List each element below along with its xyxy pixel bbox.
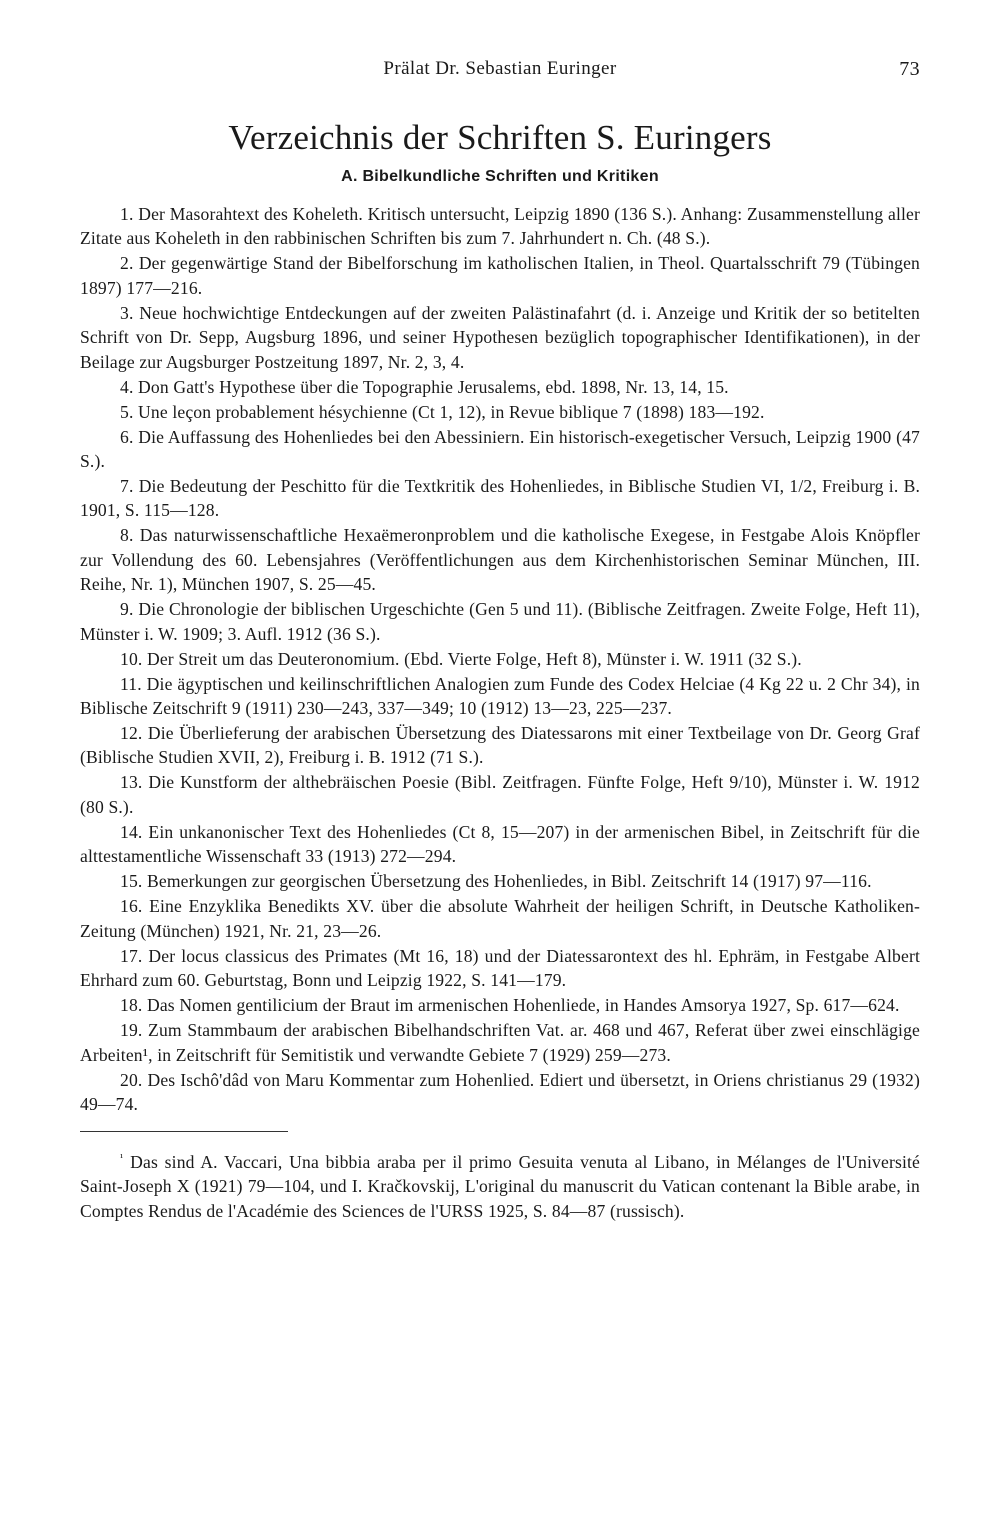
bibliography-entry-8: 8. Das naturwissenschaftliche Hexaëmeronproblem und die katholische Exegese, in Festgabe Alois Knöpfler zur Vollendung des 60. Lebensjahres (Veröffentlichungen aus dem Kirchenhistorischen Seminar München, III. Reihe, Nr. 1), München 1907, S. 25—45. (80, 525, 920, 595)
bibliography-entry-16: 16. Eine Enzyklika Benedikts XV. über die absolute Wahrheit der heiligen Schrift, in Deutsche Katholiken-Zeitung (München) 1921, Nr. 21, 23—26. (80, 896, 920, 941)
bibliography-entry-7: 7. Die Bedeutung der Peschitto für die Textkritik des Hohenliedes, in Biblische Studien VI, 1/2, Freiburg i. B. 1901, S. 115—128. (80, 476, 920, 521)
document-page (80, 58, 920, 1241)
bibliography-entry-13: 13. Die Kunstform der althebräischen Poesie (Bibl. Zeitfragen. Fünfte Folge, Heft 9/10), Münster i. W. 1912 (80 S.). (80, 772, 920, 817)
bibliography-entry-4: 4. Don Gatt's Hypothese über die Topographie Jerusalems, ebd. 1898, Nr. 13, 14, 15. (120, 376, 729, 397)
bibliography-entry-10: 10. Der Streit um das Deuteronomium. (Ebd. Vierte Folge, Heft 8), Münster i. W. 1911 (32 S.). (120, 648, 802, 669)
bibliography-entry-17: 17. Der locus classicus des Primates (Mt 16, 18) und der Diatessarontext des hl. Ephräm, in Festgabe Albert Ehrhard zum 60. Geburtstag, Bonn und Leipzig 1922, S. 141—179. (80, 945, 920, 991)
running-head (80, 58, 920, 92)
bibliography-entry-18: 18. Das Nomen gentilicium der Braut im armenischen Hohenliede, in Handes Amsorya 1927, Sp. 617—624. (120, 995, 900, 1016)
page-title: Verzeichnis der Schriften S. Euringers (228, 118, 772, 157)
footnote-marker: ¹ (120, 1152, 124, 1165)
bibliography-entry-6: 6. Die Auffassung des Hohenliedes bei den Abessiniern. Ein historisch-exegetischer Versuch, Leipzig 1900 (47 S.). (80, 426, 920, 472)
bibliography-entry-20: 20. Des Ischô'dâd von Maru Kommentar zum Hohenlied. Ediert und übersetzt, in Oriens christianus 29 (1932) 49—74. (80, 1069, 920, 1114)
footnote-text: Das sind A. Vaccari, Una bibbia araba per il primo Gesuita venuta al Libano, in Mélanges de l'Université Saint-Joseph X (1921) 79—104, und I. Kračkovskij, L'original du manuscrit du Vatican contenant la Bible arabe, in Comptes Rendus de l'Académie des Sciences de l'URSS 1925, S. 84—87 (russisch). (80, 1151, 920, 1221)
footnote (80, 1150, 920, 1223)
section-heading: A. Bibelkundliche Schriften und Kritiken (341, 168, 659, 185)
bibliography-entry-12: 12. Die Überlieferung der arabischen Übersetzung des Diatessarons mit einer Textbeilage von Dr. Georg Graf (Biblische Studien XVII, 2), Freiburg i. B. 1912 (71 S.). (80, 723, 920, 768)
bibliography-entry-2: 2. Der gegenwärtige Stand der Bibelforschung im katholischen Italien, in Theol. Quartalsschrift 79 (Tübingen 1897) 177—216. (80, 253, 920, 298)
page-number: 73 (899, 58, 920, 80)
bibliography-entry-9: 9. Die Chronologie der biblischen Urgeschichte (Gen 5 und 11). (Biblische Zeitfragen. Zweite Folge, Heft 11), Münster i. W. 1909; 3. Aufl. 1912 (36 S.). (80, 599, 920, 644)
bibliography-entry-3: 3. Neue hochwichtige Entdeckungen auf der zweiten Palästinafahrt (d. i. Anzeige und Kritik der so betitelten Schrift von Dr. Sepp, Augsburg 1896, und seiner Hypothesen bezüglich topographischer Identifikationen), in der Beilage zur Augsburger Postzeitung 1897, Nr. 2, 3, 4. (80, 302, 920, 372)
bibliography-entry-5: 5. Une leçon probablement hésychienne (Ct 1, 12), in Revue biblique 7 (1898) 183—192. (120, 401, 765, 422)
bibliography-entry-15: 15. Bemerkungen zur georgischen Übersetzung des Hohenliedes, in Bibl. Zeitschrift 14 (1917) 97—116. (120, 871, 872, 892)
running-head-title: Prälat Dr. Sebastian Euringer (383, 58, 617, 79)
bibliography-entry-1: 1. Der Masorahtext des Koheleth. Kritisch untersucht, Leipzig 1890 (136 S.). Anhang: Zusammenstellung aller Zitate aus Koheleth in den rabbinischen Schriften bis zum 7. Jahrhundert n. Ch. (48 S.). (80, 204, 920, 249)
bibliography-entry-19: 19. Zum Stammbaum der arabischen Bibelhandschriften Vat. ar. 468 und 467, Referat über zwei einschlägige Arbeiten¹, in Zeitschrift für Semitistik und verwandte Gebiete 7 (1929) 259—273. (80, 1020, 920, 1065)
bibliography-entry-11: 11. Die ägyptischen und keilinschriftlichen Analogien zum Funde des Codex Helciae (4 Kg 22 u. 2 Chr 34), in Biblische Zeitschrift 9 (1911) 230—243, 337—349; 10 (1912) 13—23, 225—237. (80, 673, 920, 719)
bibliography-list (80, 202, 920, 1116)
footnote-divider (80, 1131, 288, 1132)
bibliography-entry-14: 14. Ein unkanonischer Text des Hohenliedes (Ct 8, 15—207) in der armenischen Bibel, in Zeitschrift für die alttestamentliche Wissenschaft 33 (1913) 272—294. (80, 821, 920, 867)
